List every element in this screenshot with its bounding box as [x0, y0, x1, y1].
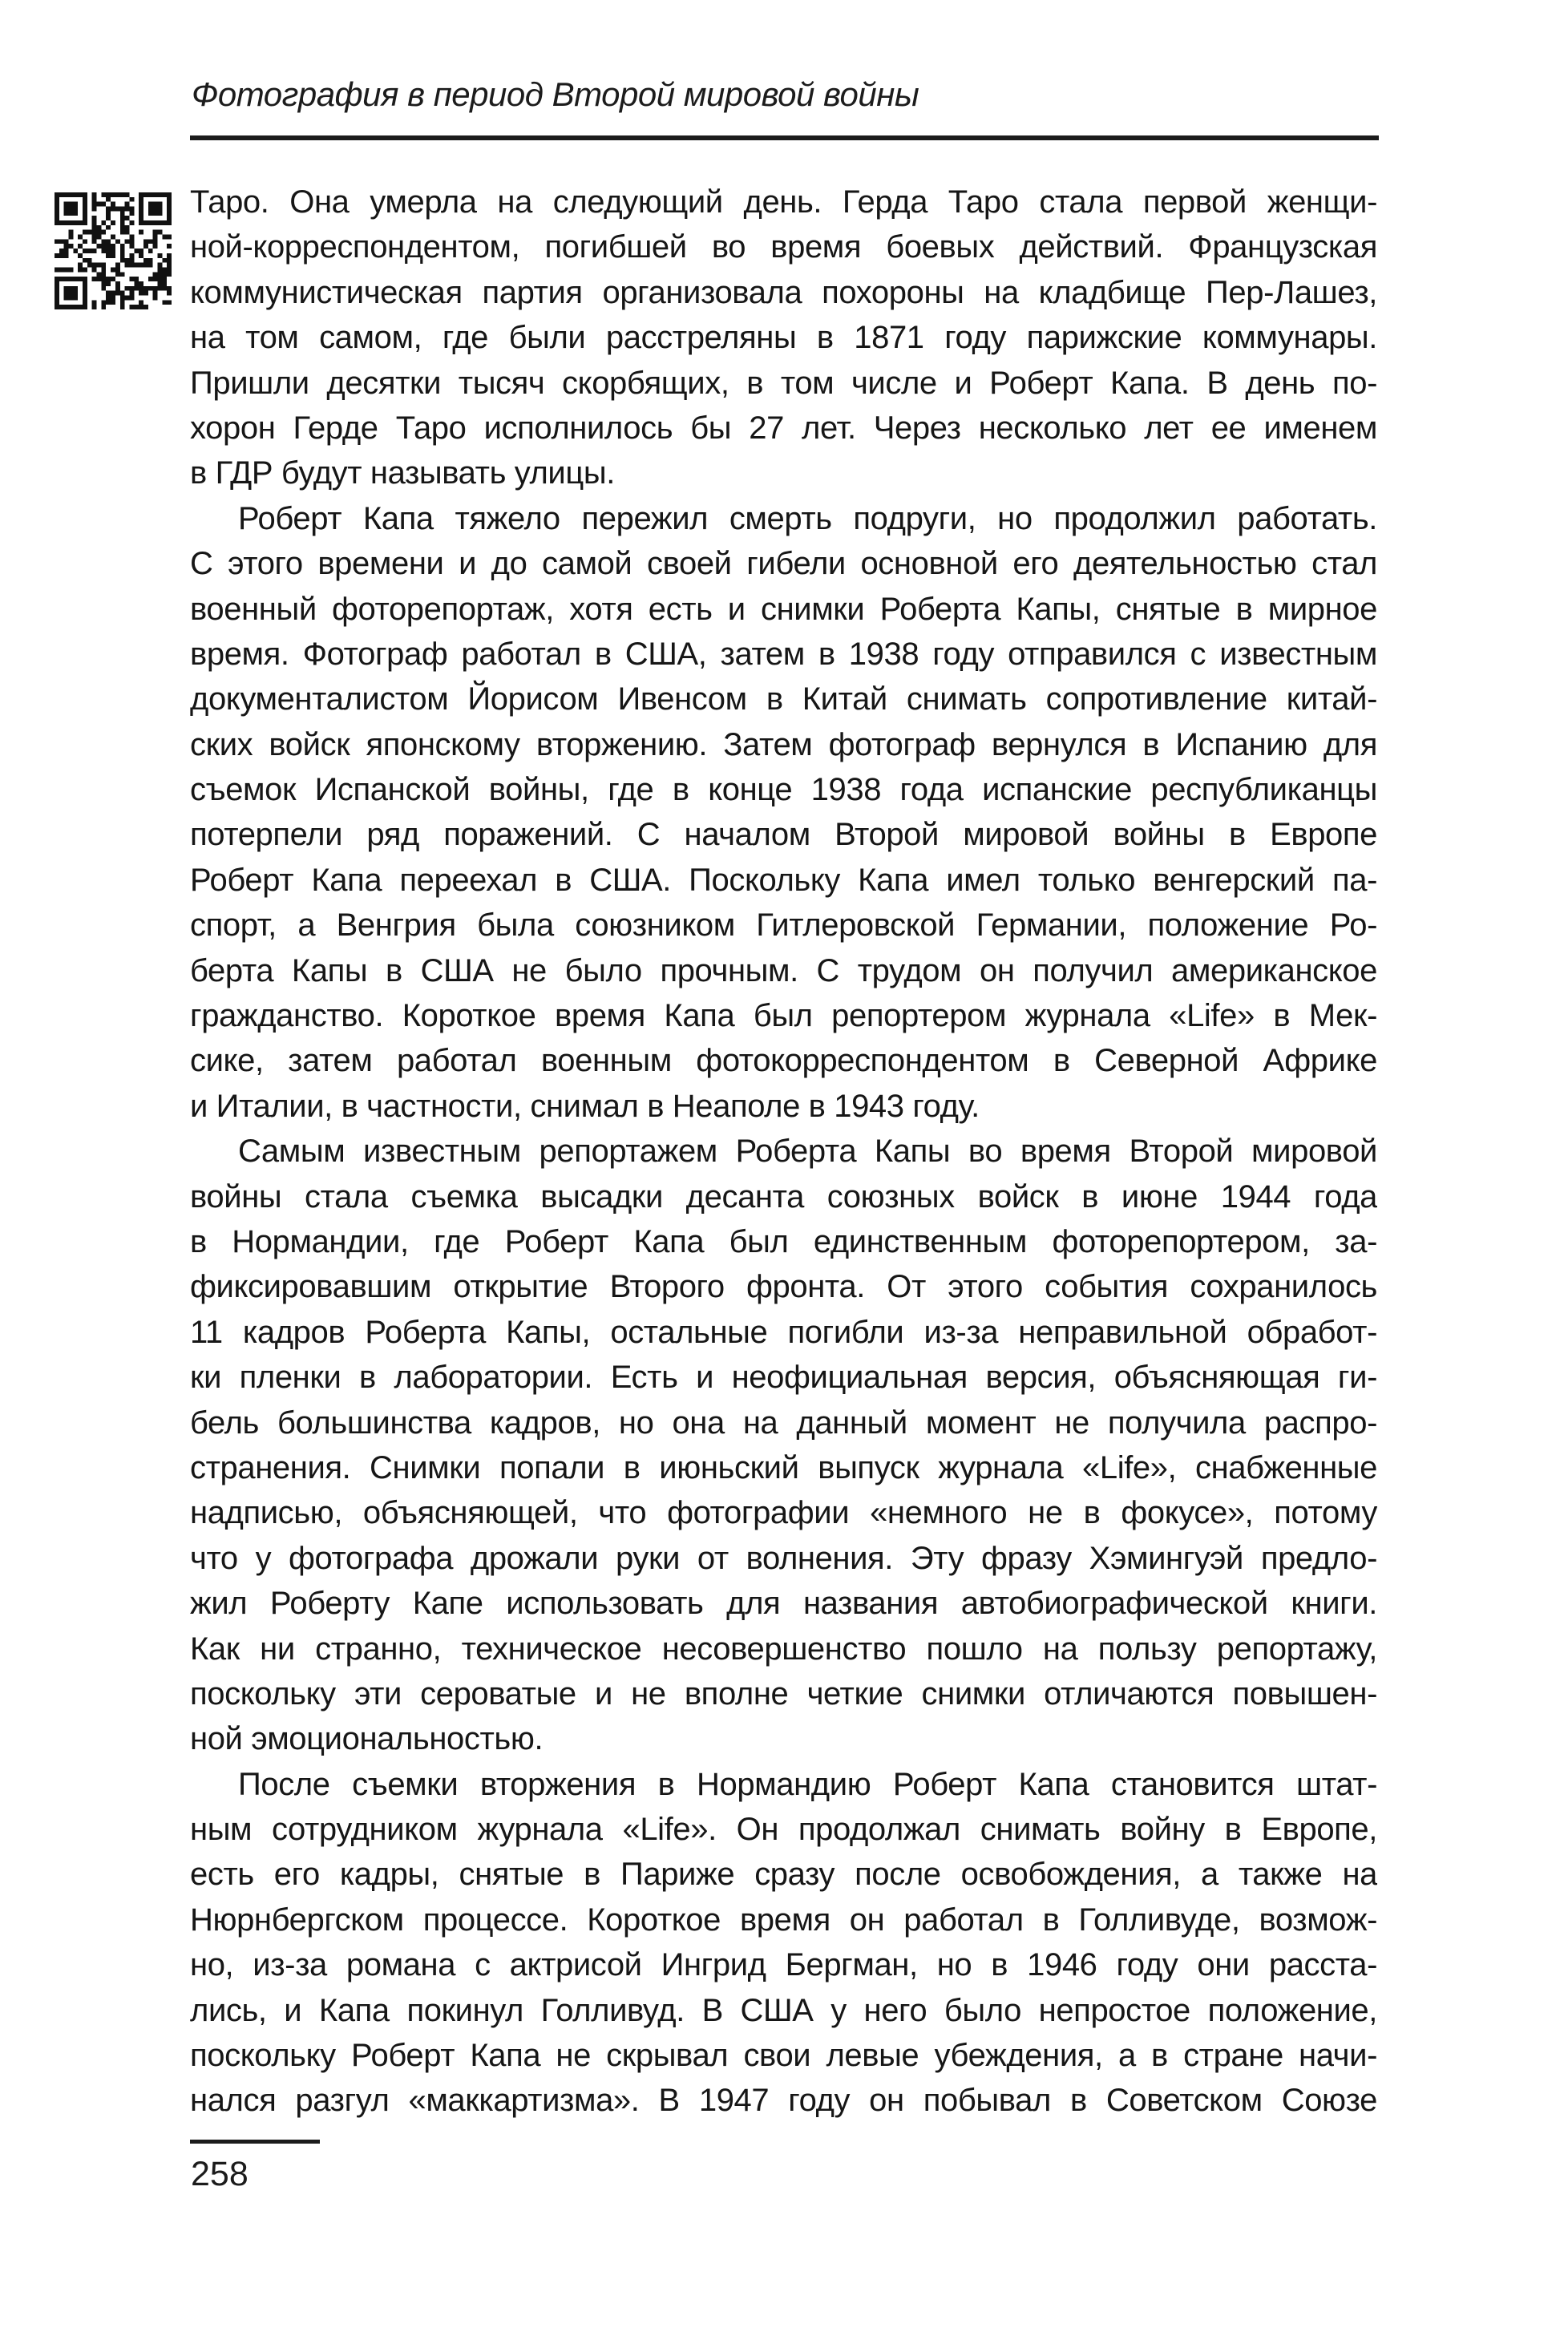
text-line: поскольку Роберт Капа не скрывал свои левые убеждения, а в стране начи-: [190, 2038, 1377, 2074]
page-number: 258: [191, 2155, 249, 2193]
text-line: потерпели ряд поражений. С началом Второй мировой войны в Европе: [190, 817, 1377, 853]
text-line: ным сотрудником журнала «Life». Он продолжал снимать войну в Европе,: [190, 1812, 1377, 1848]
paragraph: [190, 180, 1377, 496]
header-rule: [190, 135, 1379, 140]
text-line: Как ни странно, техническое несовершенство пошло на пользу репортажу,: [190, 1631, 1377, 1667]
text-line: берта Капы в США не было прочным. С трудом он получил американское: [190, 952, 1377, 988]
text-line: поскольку эти сероватые и не вполне четкие снимки отличаются повышен-: [190, 1675, 1377, 1712]
text-line: Самым известным репортажем Роберта Капы во время Второй мировой: [238, 1134, 1377, 1170]
paragraph: [190, 1129, 1377, 1761]
text-line: Роберт Капа переехал в США. Поскольку Капа имел только венгерский па-: [190, 862, 1377, 898]
text-line: коммунистическая партия организовала похороны на кладбище Пер-Лашез,: [190, 274, 1377, 310]
text-line: Нюрнбергском процессе. Короткое время он работал в Голливуде, возмож-: [190, 1902, 1377, 1938]
text-line: на том самом, где были расстреляны в 1871 году парижские коммунары.: [190, 320, 1377, 356]
text-line: нался разгул «маккартизма». В 1947 году он побывал в Советском Союзе: [190, 2083, 1377, 2119]
text-line: странения. Снимки попали в июньский выпуск журнала «Life», снабженные: [190, 1449, 1377, 1485]
text-line: документалистом Йорисом Ивенсом в Китай снимать сопротивление китай-: [190, 681, 1377, 717]
text-line: что у фотографа дрожали руки от волнения. Эту фразу Хэмингуэй предло-: [190, 1540, 1377, 1576]
text-line: Пришли десятки тысяч скорбящих, в том числе и Роберт Капа. В день по-: [190, 365, 1377, 401]
running-header-title: Фотография в период Второй мировой войны: [192, 75, 919, 113]
text-line: хорон Герде Таро исполнилось бы 27 лет. Через несколько лет ее именем: [190, 410, 1377, 446]
body-text: [190, 180, 1377, 2124]
footer-rule: [190, 2140, 320, 2144]
text-line: но, из-за романа с актрисой Ингрид Бергман, но в 1946 году они расста-: [190, 1947, 1377, 1983]
text-line: ной эмоциональностью.: [190, 1721, 544, 1757]
text-line: сике, затем работал военным фотокорреспондентом в Северной Африке: [190, 1043, 1377, 1079]
paragraph: [190, 496, 1377, 1129]
text-line: гражданство. Короткое время Капа был репортером журнала «Life» в Мек-: [190, 998, 1377, 1034]
text-line: бель большинства кадров, но она на данный момент не получила распро-: [190, 1404, 1377, 1441]
text-line: время. Фотограф работал в США, затем в 1938 году отправился с известным: [190, 636, 1377, 672]
text-line: ной-корреспондентом, погибшей во время боевых действий. Французская: [190, 229, 1377, 265]
text-line: Таро. Она умерла на следующий день. Герда Таро стала первой женщи-: [190, 184, 1377, 220]
qr-code-icon: [55, 192, 172, 309]
text-line: съемок Испанской войны, где в конце 1938 года испанские республиканцы: [190, 772, 1377, 808]
text-line: военный фоторепортаж, хотя есть и снимки Роберта Капы, снятые в мирное: [190, 591, 1377, 627]
text-line: Роберт Капа тяжело пережил смерть подруги, но продолжил работать.: [238, 500, 1377, 536]
text-line: надписью, объясняющей, что фотографии «немного не в фокусе», потому: [190, 1495, 1377, 1531]
paragraph: [190, 1762, 1377, 2124]
text-line: и Италии, в частности, снимал в Неаполе в 1943 году.: [190, 1088, 980, 1124]
text-line: ки пленки в лаборатории. Есть и неофициальная версия, объясняющая ги-: [190, 1360, 1377, 1396]
text-line: ских войск японскому вторжению. Затем фотограф вернулся в Испанию для: [190, 726, 1377, 762]
text-line: в ГДР будут называть улицы.: [190, 455, 615, 491]
text-line: в Нормандии, где Роберт Капа был единственным фоторепортером, за-: [190, 1223, 1377, 1259]
text-line: фиксировавшим открытие Второго фронта. От этого события сохранилось: [190, 1269, 1377, 1305]
text-line: жил Роберту Капе использовать для названия автобиографической книги.: [190, 1586, 1377, 1622]
text-line: 11 кадров Роберта Капы, остальные погибли из-за неправильной обработ-: [190, 1314, 1377, 1350]
text-line: войны стала съемка высадки десанта союзных войск в июне 1944 года: [190, 1178, 1377, 1215]
text-line: спорт, а Венгрия была союзником Гитлеровской Германии, положение Ро-: [190, 907, 1377, 944]
text-line: лись, и Капа покинул Голливуд. В США у него было непростое положение,: [190, 1992, 1377, 2028]
text-line: С этого времени и до самой своей гибели основной его деятельностью стал: [190, 546, 1377, 582]
text-line: После съемки вторжения в Нормандию Роберт Капа становится штат-: [238, 1766, 1377, 1802]
text-line: есть его кадры, снятые в Париже сразу после освобождения, а также на: [190, 1857, 1377, 1893]
